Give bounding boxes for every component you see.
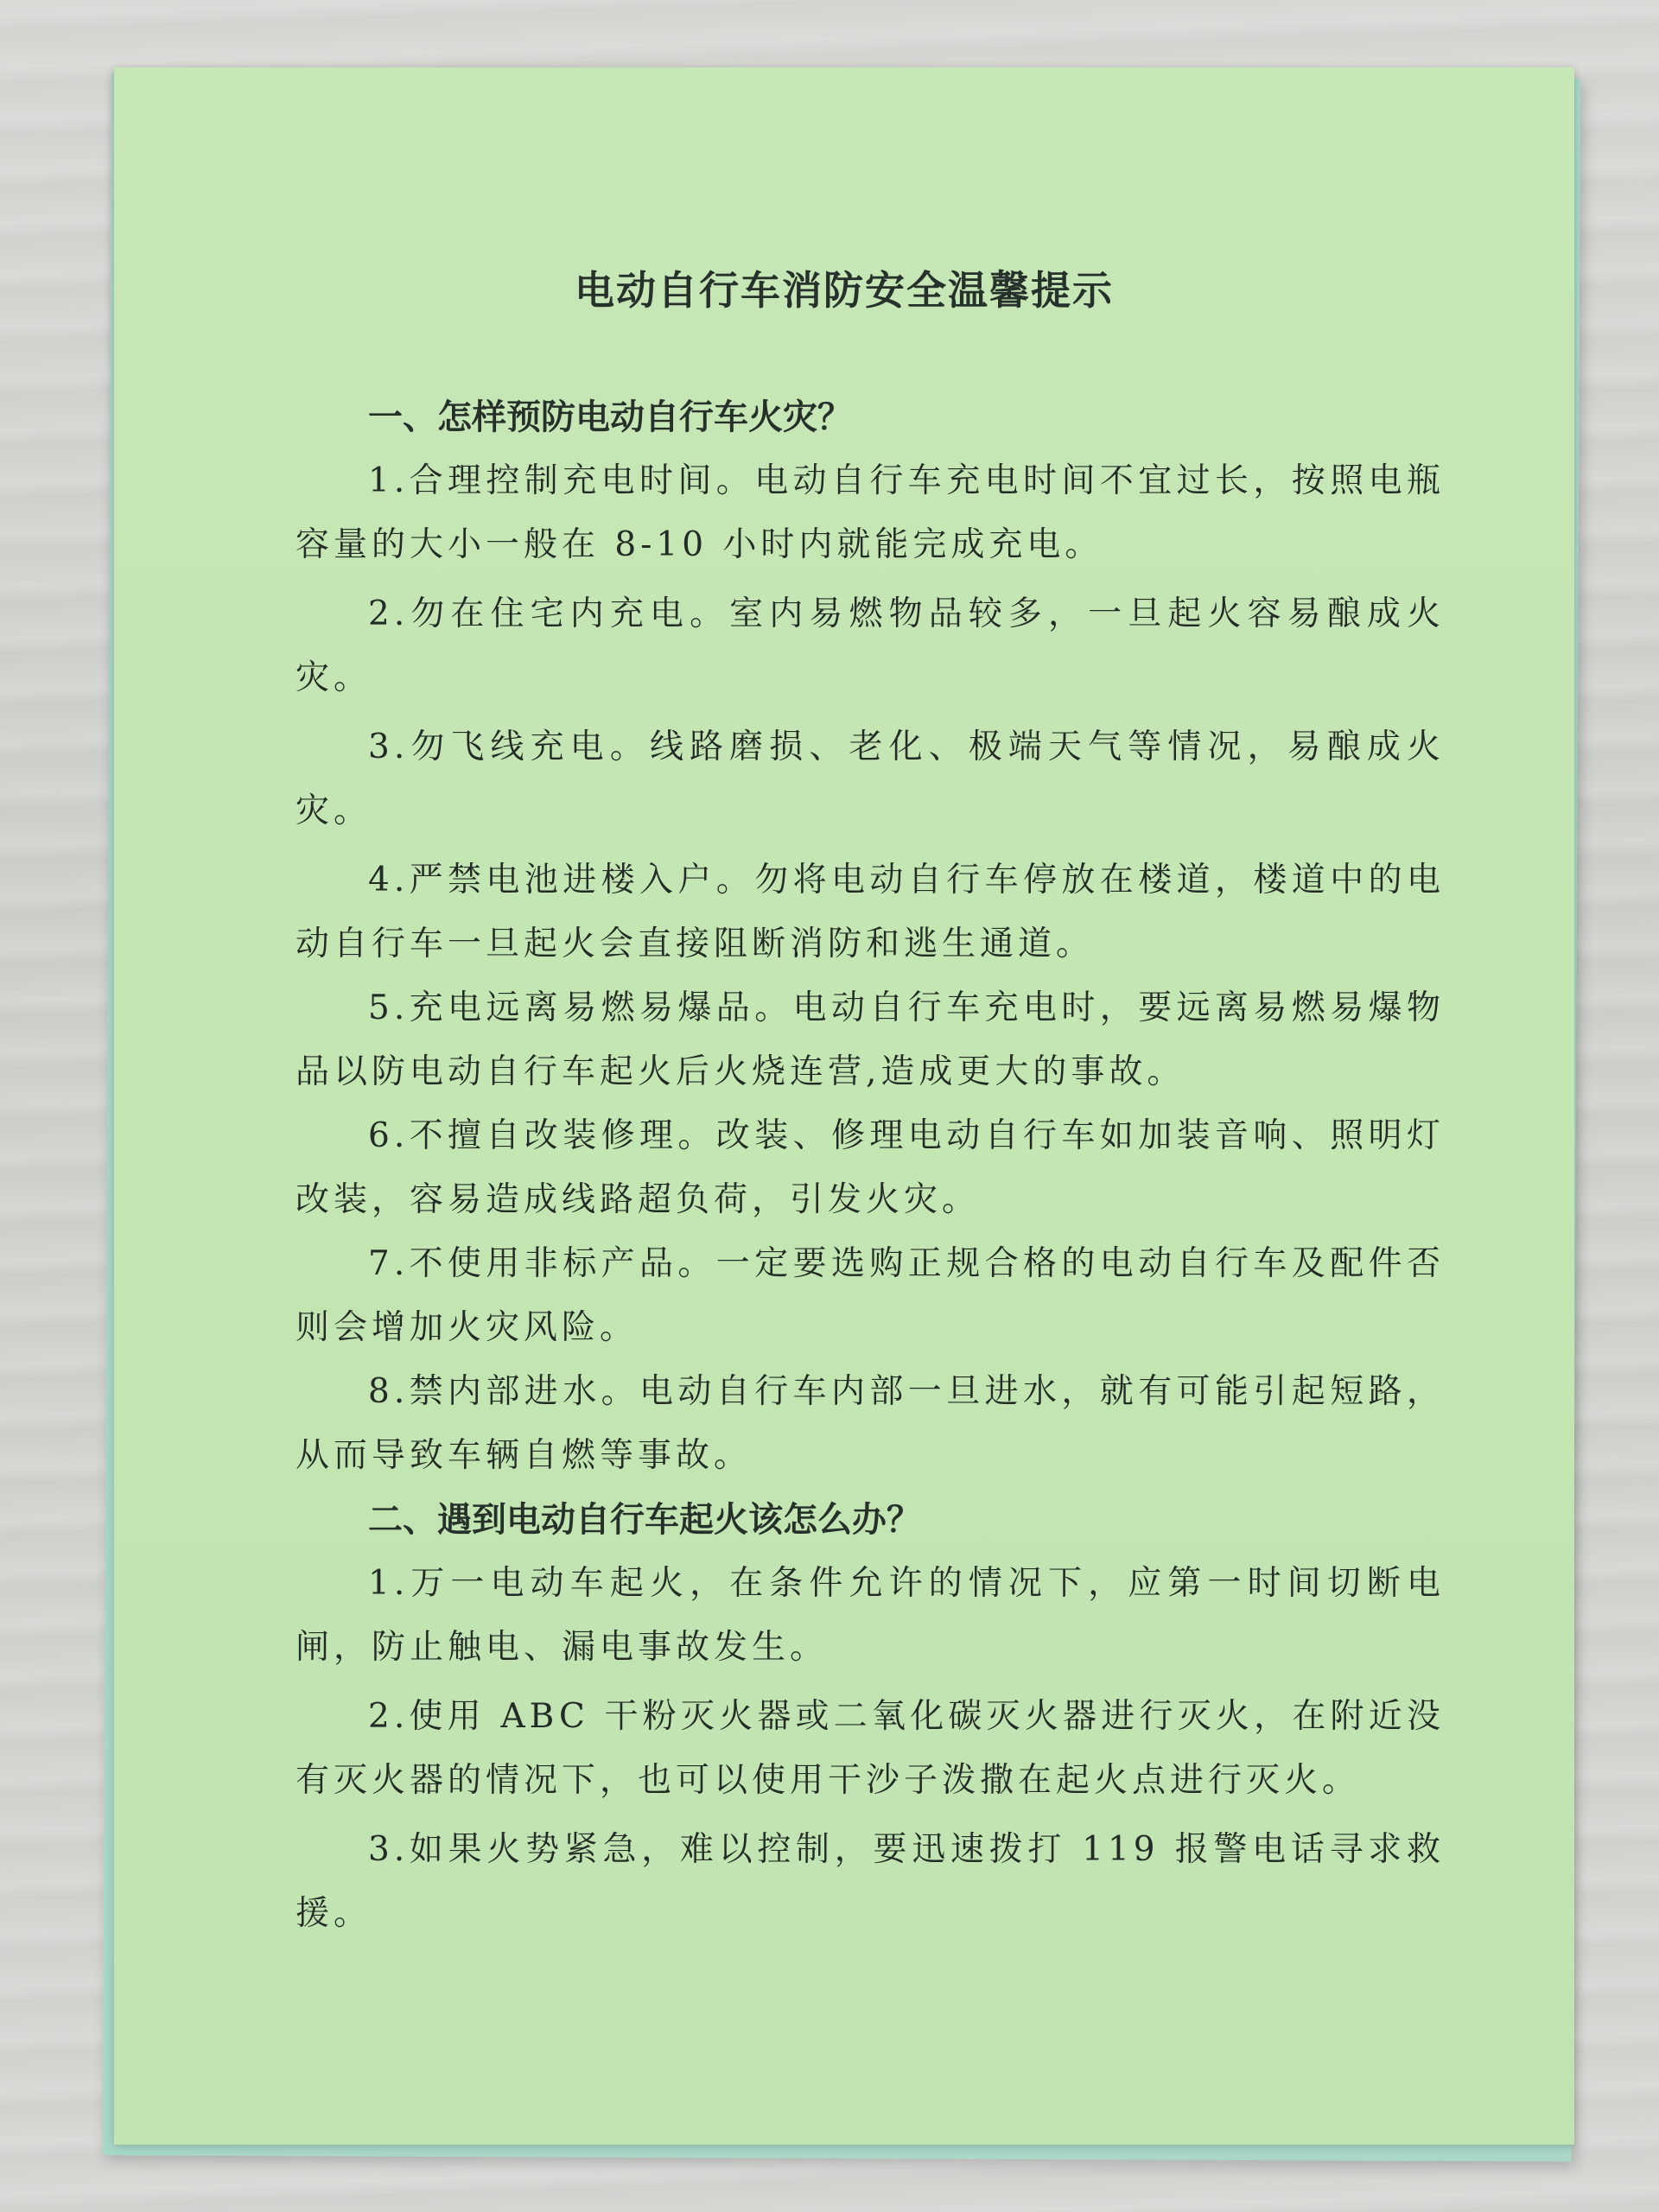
notice-sheet bbox=[114, 67, 1574, 2145]
list-item: 8.禁内部进水。电动自行车内部一旦进水，就有可能引起短路，从而导致车辆自燃等事故。 bbox=[296, 1372, 1445, 1475]
list-item: 4.严禁电池进楼入户。勿将电动自行车停放在楼道，楼道中的电动自行车一旦起火会直接阻断消防和逃生通道。 bbox=[296, 861, 1445, 963]
section-response bbox=[296, 1488, 1445, 1946]
document-title: 电动自行车消防安全温馨提示 bbox=[575, 267, 1114, 314]
list-item: 2.勿在住宅内充电。室内易燃物品较多，一旦起火容易酿成火灾。 bbox=[296, 594, 1445, 697]
list-item: 2.使用 ABC 干粉灭火器或二氧化碳灭火器进行灭火，在附近没有灭火器的情况下，也可以使用干沙子泼撒在起火点进行灭火。 bbox=[296, 1697, 1445, 1800]
list-item: 3.如果火势紧急，难以控制，要迅速拨打 119 报警电话寻求救援。 bbox=[296, 1830, 1445, 1933]
document-body bbox=[296, 385, 1445, 1946]
list-item: 7.不使用非标产品。一定要选购正规合格的电动自行车及配件否则会增加火灾风险。 bbox=[296, 1244, 1445, 1347]
list-item: 6.不擅自改装修理。改装、修理电动自行车如加装音响、照明灯改装，容易造成线路超负荷，引发火灾。 bbox=[296, 1116, 1445, 1219]
list-item: 1.合理控制充电时间。电动自行车充电时间不宜过长，按照电瓶容量的大小一般在 8-10 小时内就能完成充电。 bbox=[296, 461, 1445, 564]
list-item: 5.充电远离易燃易爆品。电动自行车充电时，要远离易燃易爆物品以防电动自行车起火后火烧连营,造成更大的事故。 bbox=[296, 988, 1445, 1091]
section-prevention bbox=[296, 385, 1445, 1488]
section-heading: 一、怎样预防电动自行车火灾？ bbox=[368, 397, 852, 437]
section-heading: 二、遇到电动自行车起火该怎么办？ bbox=[368, 1500, 921, 1540]
list-item: 3.勿飞线充电。线路磨损、老化、极端天气等情况，易酿成火灾。 bbox=[296, 728, 1445, 830]
list-item: 1.万一电动车起火，在条件允许的情况下，应第一时间切断电闸，防止触电、漏电事故发生。 bbox=[296, 1564, 1445, 1667]
